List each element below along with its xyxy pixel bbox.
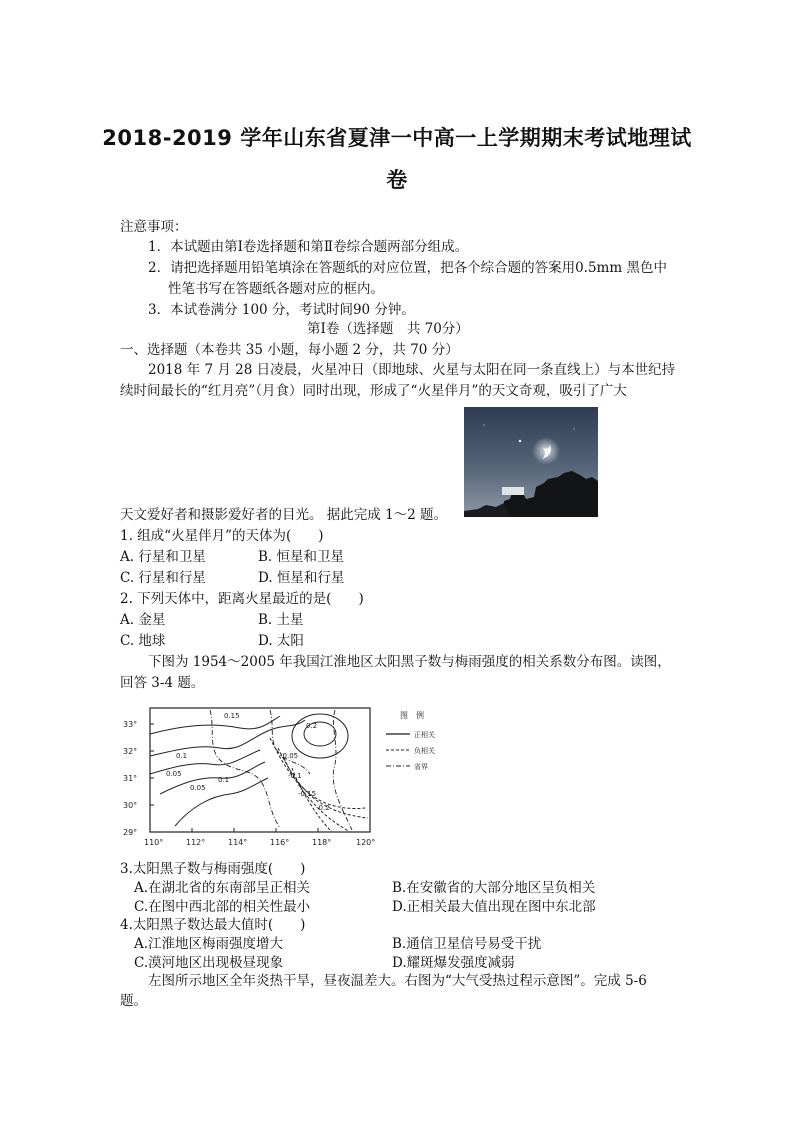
q3-option-b: B.在安徽省的大部分地区呈负相关	[392, 880, 596, 896]
q2-option-a: A. 金星	[120, 612, 166, 628]
x-tick: 118°	[312, 838, 332, 847]
q1-option-c: C. 行星和行星	[120, 570, 206, 586]
q1-option-a: A. 行星和卫星	[120, 549, 206, 565]
x-tick: 120°	[356, 838, 376, 847]
passage3-line2: 题。	[120, 993, 147, 1009]
x-tick: 116°	[270, 838, 290, 847]
passage2-line1: 下图为 1954～2005 年我国江淮地区太阳黑子数与梅雨强度的相关系数分布图。读图，	[148, 654, 671, 670]
contour-label: 0.05	[190, 784, 206, 792]
q1-option-b: B. 恒星和卫星	[258, 549, 345, 565]
y-tick: 29°	[123, 828, 138, 837]
q4-option-c: C.漠河地区出现极昼现象	[134, 955, 284, 971]
contour-label: 0.05	[166, 770, 182, 778]
passage1-line3: 天文爱好者和摄影爱好者的目光。 据此完成 1～2 题。	[120, 507, 448, 523]
exam-title-line1: 2018-2019 学年山东省夏津一中高一上学期期末考试地理试	[102, 126, 692, 150]
y-tick: 30°	[123, 801, 138, 810]
y-tick: 33°	[123, 720, 138, 729]
contour-labels	[166, 712, 330, 812]
q3-option-a: A.在湖北省的东南部呈正相关	[134, 880, 311, 896]
exam-title-line2: 卷	[386, 168, 408, 192]
q4-stem: 4.太阳黑子数达最大值时( )	[120, 917, 306, 933]
q4-option-d: D.耀斑爆发强度减弱	[392, 955, 515, 971]
contour-label: -0.1	[288, 772, 302, 780]
passage1-line2: 续时间最长的“红月亮”（月食）同时出现，形成了“火星伴月”的天文奇观，吸引了广大	[120, 383, 627, 399]
section-heading: 一、选择题（本卷共 35 小题，每小题 2 分，共 70 分）	[120, 342, 459, 358]
passage2-line2: 回答 3-4 题。	[120, 675, 205, 691]
q1-stem: 1. 组成“火星伴月”的天体为( )	[120, 528, 324, 544]
x-axis-ticks	[144, 838, 375, 847]
x-tick: 114°	[228, 838, 248, 847]
q2-option-c: C. 地球	[120, 633, 166, 649]
legend-negative: 负相关	[414, 747, 435, 755]
legend-positive: 正相关	[414, 731, 435, 739]
q4-option-b: B.通信卫星信号易受干扰	[392, 936, 542, 952]
notice-item-3: 3．本试卷满分 100 分，考试时间90 分钟。	[148, 302, 415, 318]
q1-option-d: D. 恒星和行星	[258, 570, 345, 586]
legend-boundary: 省界	[414, 763, 428, 771]
passage1-line1: 2018 年 7 月 28 日凌晨，火星冲日（即地球、火星与太阳在同一条直线上）与本世纪持	[148, 362, 676, 378]
passage3-line1: 左图所示地区全年炎热干旱，昼夜温差大。右图为“大气受热过程示意图”。完成 5-6	[148, 973, 647, 989]
x-tick: 112°	[186, 838, 206, 847]
x-tick: 110°	[144, 838, 164, 847]
contour-label: 0.1	[176, 752, 188, 760]
contour-label: 0.1	[218, 776, 230, 784]
q3-option-c: C.在图中西北部的相关性最小	[134, 899, 311, 915]
contour-label: -0.15	[298, 790, 317, 798]
mars-moon-photo	[464, 407, 598, 517]
map-legend	[386, 710, 435, 771]
q4-option-a: A.江淮地区梅雨强度增大	[134, 936, 284, 952]
q2-option-b: B. 土星	[258, 612, 304, 628]
q2-option-d: D. 太阳	[258, 633, 304, 649]
contour-label: 0.2	[306, 722, 318, 730]
q3-stem: 3.太阳黑子数与梅雨强度( )	[120, 861, 306, 877]
q3-option-d: D.正相关最大值出现在图中东北部	[392, 899, 596, 915]
notice-heading: 注意事项：	[120, 219, 188, 235]
y-tick: 31°	[123, 774, 138, 783]
legend-title: 图 例	[400, 711, 424, 720]
notice-item-2: 2．请把选择题用铅笔填涂在答题纸的对应位置，把各个综合题的答案用0.5mm 黑色中	[148, 260, 667, 276]
y-axis-ticks	[123, 720, 137, 837]
notice-item-2-cont: 性笔书写在答题纸各题对应的框内。	[168, 281, 384, 297]
q2-stem: 2. 下列天体中，距离火星最近的是( )	[120, 591, 364, 607]
contour-label: 0.15	[224, 712, 240, 720]
province-boundaries	[210, 710, 352, 830]
sunspot-correlation-map	[120, 698, 490, 850]
contour-label: -0.2	[316, 804, 330, 812]
contour-label: -0.05	[280, 752, 299, 760]
y-tick: 32°	[123, 747, 138, 756]
volume-title: 第Ⅰ卷（选择题 共 70分）	[307, 321, 469, 337]
notice-item-1: 1．本试题由第Ⅰ卷选择题和第Ⅱ卷综合题两部分组成。	[148, 239, 469, 255]
